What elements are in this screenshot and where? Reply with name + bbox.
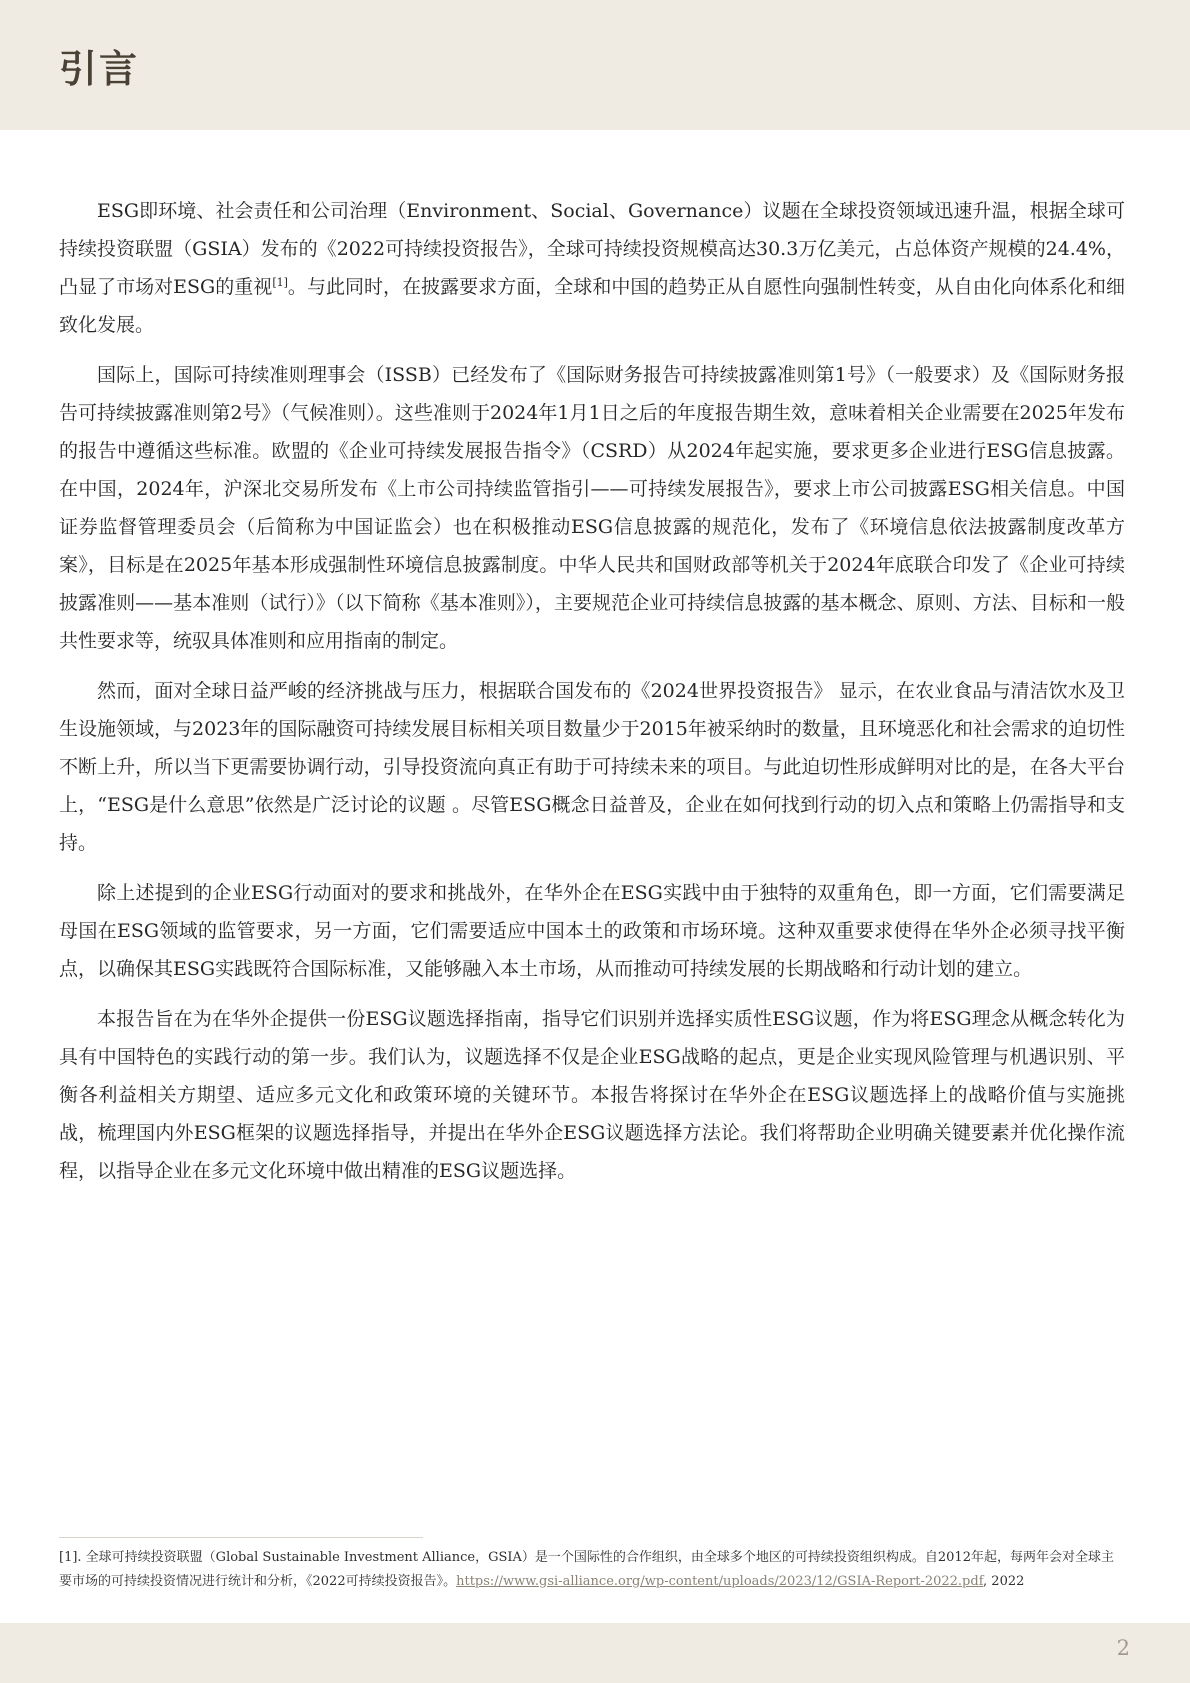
header-band: [0, 0, 1190, 130]
footnote-suffix: , 2022: [983, 1574, 1025, 1589]
footer-band: [0, 1623, 1190, 1683]
page-number: 2: [1116, 1636, 1130, 1660]
page-title: 引言: [59, 46, 140, 91]
footnote-text: [1]. 全球可持续投资联盟（Global Sustainable Investment Alliance，GSIA）是一个国际性的合作组织，由全球多个地区的可持续投资组织构成。自2012年起，每两年会对全球主要市场的可持续投资情况进行统计和分析，《2022可持续投资报告》。: [59, 1550, 1114, 1589]
footnote: [59, 1546, 1125, 1594]
paragraph-1-continued: 。与此同时，在披露要求方面，全球和中国的趋势正从自愿性向强制性转变，从自由化向体系化和细致化发展。: [59, 276, 1125, 336]
paragraph-1-text: ESG即环境、社会责任和公司治理（Environment、Social、Governance）议题在全球投资领域迅速升温，根据全球可持续投资联盟（GSIA）发布的《2022可持续投资报告》，全球可持续投资规模高达30.3万亿美元，占总体资产规模的24.4%，凸显了市场对ESG的重视: [59, 200, 1125, 298]
paragraph-5: 本报告旨在为在华外企提供一份ESG议题选择指南，指导它们识别并选择实质性ESG议题，作为将ESG理念从概念转化为具有中国特色的实践行动的第一步。我们认为，议题选择不仅是企业ESG战略的起点，更是企业实现风险管理与机遇识别、平衡各利益相关方期望、适应多元文化和政策环境的关键环节。本报告将探讨在华外企在ESG议题选择上的战略价值与实施挑战，梳理国内外ESG框架的议题选择指导，并提出在华外企ESG议题选择方法论。我们将帮助企业明确关键要素并优化操作流程，以指导企业在多元文化环境中做出精准的ESG议题选择。: [59, 1008, 1125, 1182]
paragraph-1: [59, 192, 1125, 344]
body-text: [59, 192, 1125, 1202]
paragraph-4: 除上述提到的企业ESG行动面对的要求和挑战外，在华外企在ESG实践中由于独特的双重角色，即一方面，它们需要满足母国在ESG领域的监管要求，另一方面，它们需要适应中国本土的政策和市场环境。这种双重要求使得在华外企必须寻找平衡点，以确保其ESG实践既符合国际标准，又能够融入本土市场，从而推动可持续发展的长期战略和行动计划的建立。: [59, 882, 1125, 980]
footnote-ref[interactable]: [1]: [272, 276, 288, 289]
paragraph-2: 国际上，国际可持续准则理事会（ISSB）已经发布了《国际财务报告可持续披露准则第1号》（一般要求）及《国际财务报告可持续披露准则第2号》（气候准则）。这些准则于2024年1月1日之后的年度报告期生效，意味着相关企业需要在2025年发布的报告中遵循这些标准。欧盟的《企业可持续发展报告指令》（CSRD）从2024年起实施，要求更多企业进行ESG信息披露。在中国，2024年，沪深北交易所发布《上市公司持续监管指引——可持续发展报告》，要求上市公司披露ESG相关信息。中国证券监督管理委员会（后简称为中国证监会）也在积极推动ESG信息披露的规范化，发布了《环境信息依法披露制度改革方案》，目标是在2025年基本形成强制性环境信息披露制度。中华人民共和国财政部等机关于2024年底联合印发了《企业可持续披露准则——基本准则（试行）》（以下简称《基本准则》），主要规范企业可持续信息披露的基本概念、原则、方法、目标和一般共性要求等，统驭具体准则和应用指南的制定。: [59, 364, 1125, 652]
paragraph-3: 然而，面对全球日益严峻的经济挑战与压力，根据联合国发布的《2024世界投资报告》 显示，在农业食品与清洁饮水及卫生设施领域，与2023年的国际融资可持续发展目标相关项目数量少于2015年被采纳时的数量，且环境恶化和社会需求的迫切性不断上升，所以当下更需要协调行动，引导投资流向真正有助于可持续未来的项目。与此迫切性形成鲜明对比的是，在各大平台上，“ESG是什么意思”依然是广泛讨论的议题 。尽管ESG概念日益普及，企业在如何找到行动的切入点和策略上仍需指导和支持。: [59, 680, 1125, 854]
footnote-link[interactable]: https://www.gsi-alliance.org/wp-content/uploads/2023/12/GSIA-Report-2022.pdf: [456, 1574, 984, 1589]
footnote-divider: [59, 1537, 423, 1538]
